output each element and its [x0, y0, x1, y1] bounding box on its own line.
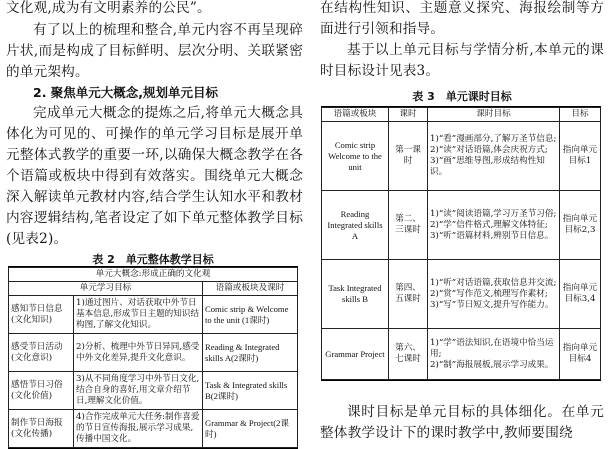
table2-row-label: 感知节日信息(文化知识) [9, 296, 74, 334]
table3-row-goals: 1)“读”阅读语篇,学习万圣节习俗; 2)“学”信件格式,理解文体特征; 3)“听”语篇材料,辨别节日信息。 [428, 191, 560, 260]
table-row [9, 410, 298, 448]
left-paragraph-2: 有了以上的梳理和整合,单元内容不再呈现碎片状,而是构成了目标鲜明、层次分明、关联紧密的单元架构。 [6, 22, 303, 80]
right-paragraph-1: 在结构性知识、主题意义探究、海报绘制等方面进行引领和指导。 [320, 0, 604, 37]
table3-header-target: 目标 [560, 108, 601, 122]
table3-header-lesson: 课时 [389, 108, 428, 122]
table3-row-goals: 1)“听”对话语篇,获取信息并交流; 2)“赏”写作范文,梳理写作素材; 3)“写”节日短文,提升写作能力。 [428, 260, 560, 329]
table3-row-lesson: 第一课时 [389, 122, 428, 191]
table3-row-target: 指向单元目标3,4 [560, 260, 601, 329]
table-row [322, 191, 601, 260]
table3-row-goals: 1)“看”漫画部分,了解万圣节信息; 2)“读”对话语篇,体会庆祝方式; 3)“画”思维导图,形成结构性知识。 [428, 122, 560, 191]
table3-row-lesson: 第二、三课时 [389, 191, 428, 260]
table-row [322, 260, 601, 329]
table2-row-section: Reading & Integrated skills A(2课时) [203, 334, 298, 372]
table2-row-label: 感受节日活动(文化意识) [9, 334, 74, 372]
table2-row-label: 感悟节日习俗(文化价值) [9, 372, 74, 410]
table3-row-lesson: 第四、五课时 [389, 260, 428, 329]
table2-col-section: 语篇或板块及课时 [203, 282, 298, 296]
table-2 [8, 266, 298, 449]
table3-row-section: Grammar Project [322, 329, 389, 380]
table-row [322, 122, 601, 191]
table3-row-goals: 1)“学”语法知识,在语境中恰当运用; 2)“制”海报展板,展示学习成果。 [428, 329, 560, 380]
table-row [322, 329, 601, 380]
table2-row-goal: 3)从不同角度学习中外节日文化,结合自身的喜好,用文章介绍节日,理解文化价值。 [74, 372, 203, 410]
table2-top-header: 单元大概念:形成正确的文化观 [9, 268, 298, 282]
table2-col-goal: 单元学习目标 [9, 282, 203, 296]
table3-row-section: Comic strip Welcome to the unit [322, 122, 389, 191]
table2-row-goal: 1)通过图片、对话获取中外节日基本信息,形成节日主题的知识结构图,了解文化知识。 [74, 296, 203, 334]
table2-row-label: 制作节日海报(文化传播) [9, 410, 74, 448]
table3-caption: 表 3 单元课时目标 [412, 90, 512, 103]
right-paragraph-bottom: 课时目标是单元目标的具体细化。在单元整体教学设计下的课时教学中,教师要围绕 [320, 404, 604, 441]
section-heading-2: 2. 聚焦单元大概念,规划单元目标 [33, 85, 219, 100]
table2-caption: 表 2 单元整体教学目标 [92, 253, 214, 266]
table3-row-target: 指向单元目标4 [560, 329, 601, 380]
table3-header-section: 语篇或板块 [322, 108, 389, 122]
table3-row-target: 指向单元目标2,3 [560, 191, 601, 260]
table3-row-section: Task Integrated skills B [322, 260, 389, 329]
table2-row-section: Grammar & Project(2课时) [203, 410, 298, 448]
table-3 [321, 106, 601, 381]
table-row [9, 296, 298, 334]
table3-row-target: 指向单元目标1 [560, 122, 601, 191]
table2-row-goal: 4)合作完成单元大任务:制作喜爱的节日宣传海报,展示学习成果,传播中国文化。 [74, 410, 203, 448]
table-row [9, 372, 298, 410]
left-paragraph-3: 完成单元大概念的提炼之后,将单元大概念具体化为可见的、可操作的单元学习目标是展开单元整体式教学的重要一环,以确保大概念教学在各个语篇或板块中得到有效落实。围绕单元大概念深入解读单元教材内容,结合学生认知水平和教材内容逻辑结构,笔者设定了如下单元整体教学目标(见表2)。 [6, 105, 303, 247]
table3-row-lesson: 第六、七课时 [389, 329, 428, 380]
left-paragraph-1: 文化观,成为有文明素养的公民”。 [6, 0, 211, 16]
table2-row-section: Task & Integrated skills B(2课时) [203, 372, 298, 410]
table2-row-goal: 2)分析、梳理中外节日异同,感受中外文化差异,提升文化意识。 [74, 334, 203, 372]
table2-row-section: Comic strip & Welcome to the unit (1课时) [203, 296, 298, 334]
right-paragraph-2: 基于以上单元目标与学情分析,本单元的课时目标设计见表3。 [320, 42, 604, 79]
table3-row-section: Reading Integrated skills A [322, 191, 389, 260]
table-row [9, 334, 298, 372]
table3-header-goals: 课时目标 [428, 108, 560, 122]
